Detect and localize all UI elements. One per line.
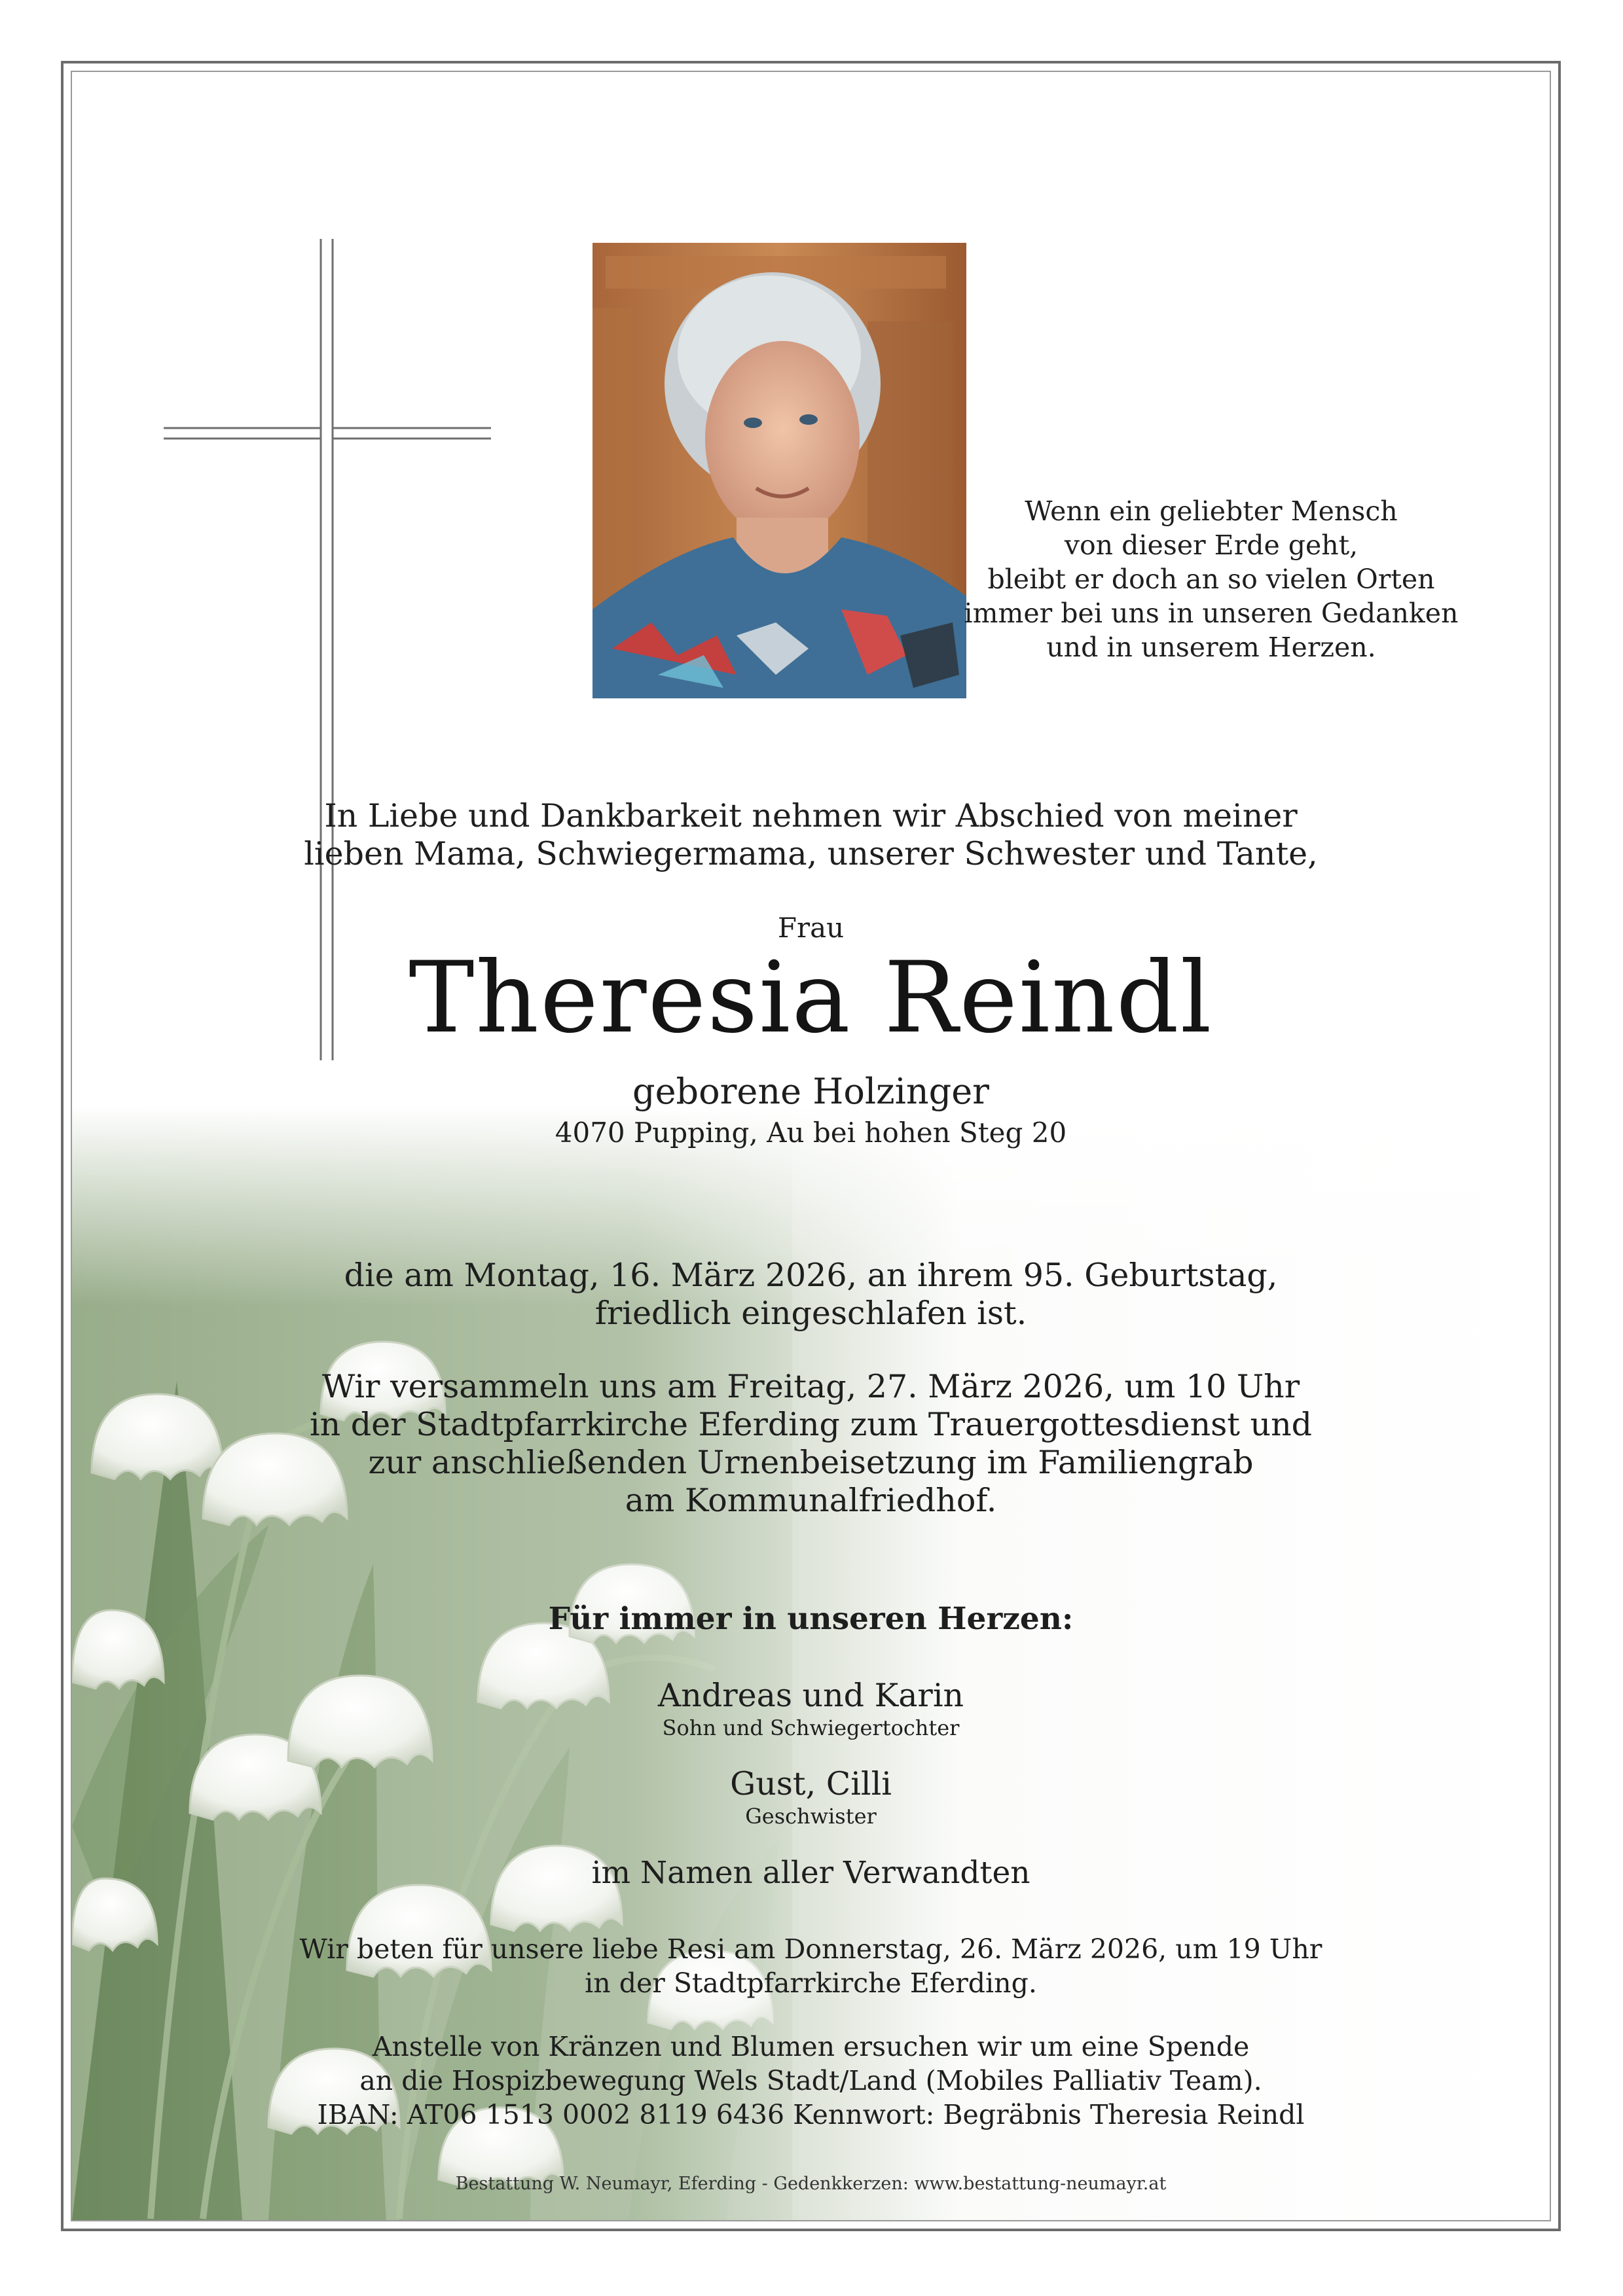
intro-line: lieben Mama, Schwiegermama, unserer Schwester und Tante,	[304, 835, 1318, 872]
mourner-entry	[72, 1765, 1550, 1829]
death-notice-line: friedlich eingeschlafen ist.	[594, 1295, 1027, 1332]
mourner-name: Andreas und Karin	[657, 1677, 964, 1714]
relatives-closing: im Namen aller Verwandten	[591, 1855, 1030, 1891]
quote-line: und in unserem Herzen.	[1046, 632, 1376, 663]
death-notice	[72, 1257, 1550, 1333]
mourner-entry	[72, 1677, 1550, 1741]
memorial-quote	[949, 494, 1473, 664]
footer-credit: Bestattung W. Neumayr, Eferding - Gedenkkerzen: www.bestattung-neumayr.at	[455, 2174, 1167, 2194]
prayer-line: in der Stadtpfarrkirche Eferding.	[585, 1967, 1037, 1999]
deceased-name: Theresia Reindl	[409, 941, 1213, 1055]
intro-line: In Liebe und Dankbarkeit nehmen wir Abschied von meiner	[324, 797, 1298, 834]
mourner-relation: Sohn und Schwiegertochter	[662, 1715, 960, 1740]
death-notice-line: die am Montag, 16. März 2026, an ihrem 95. Geburtstag,	[344, 1257, 1278, 1294]
prayer-line: Wir beten für unsere liebe Resi am Donnerstag, 26. März 2026, um 19 Uhr	[299, 1933, 1322, 1965]
salutation: Frau	[777, 912, 845, 944]
mourner-name: Gust, Cilli	[730, 1765, 892, 1803]
service-line: in der Stadtpfarrkirche Eferding zum Trauergottesdienst und	[309, 1406, 1313, 1443]
service-line: am Kommunalfriedhof.	[625, 1482, 997, 1519]
intro-text	[72, 797, 1550, 873]
address: 4070 Pupping, Au bei hohen Steg 20	[555, 1117, 1067, 1149]
service-info	[72, 1368, 1550, 1520]
donation-line: IBAN: AT06 1513 0002 8119 6436 Kennwort: Begräbnis Theresia Reindl	[317, 2099, 1305, 2130]
mourners-heading: Für immer in unseren Herzen:	[548, 1601, 1074, 1637]
service-line: Wir versammeln uns am Freitag, 27. März 2026, um 10 Uhr	[321, 1368, 1300, 1405]
service-line: zur anschließenden Urnenbeisetzung im Familiengrab	[368, 1444, 1254, 1481]
quote-line: bleibt er doch an so vielen Orten	[987, 564, 1435, 595]
donation-line: an die Hospizbewegung Wels Stadt/Land (Mobiles Palliativ Team).	[359, 2065, 1262, 2096]
quote-line: von dieser Erde geht,	[1064, 529, 1359, 561]
portrait-photo	[593, 243, 966, 698]
mourner-relation: Geschwister	[745, 1804, 877, 1829]
donation-info	[72, 2030, 1550, 2132]
donation-line: Anstelle von Kränzen und Blumen ersuchen wir um eine Spende	[372, 2031, 1250, 2062]
quote-line: immer bei uns in unseren Gedanken	[964, 598, 1459, 629]
birth-name: geborene Holzinger	[632, 1071, 989, 1112]
prayer-info	[72, 1932, 1550, 2000]
quote-line: Wenn ein geliebter Mensch	[1025, 495, 1398, 527]
